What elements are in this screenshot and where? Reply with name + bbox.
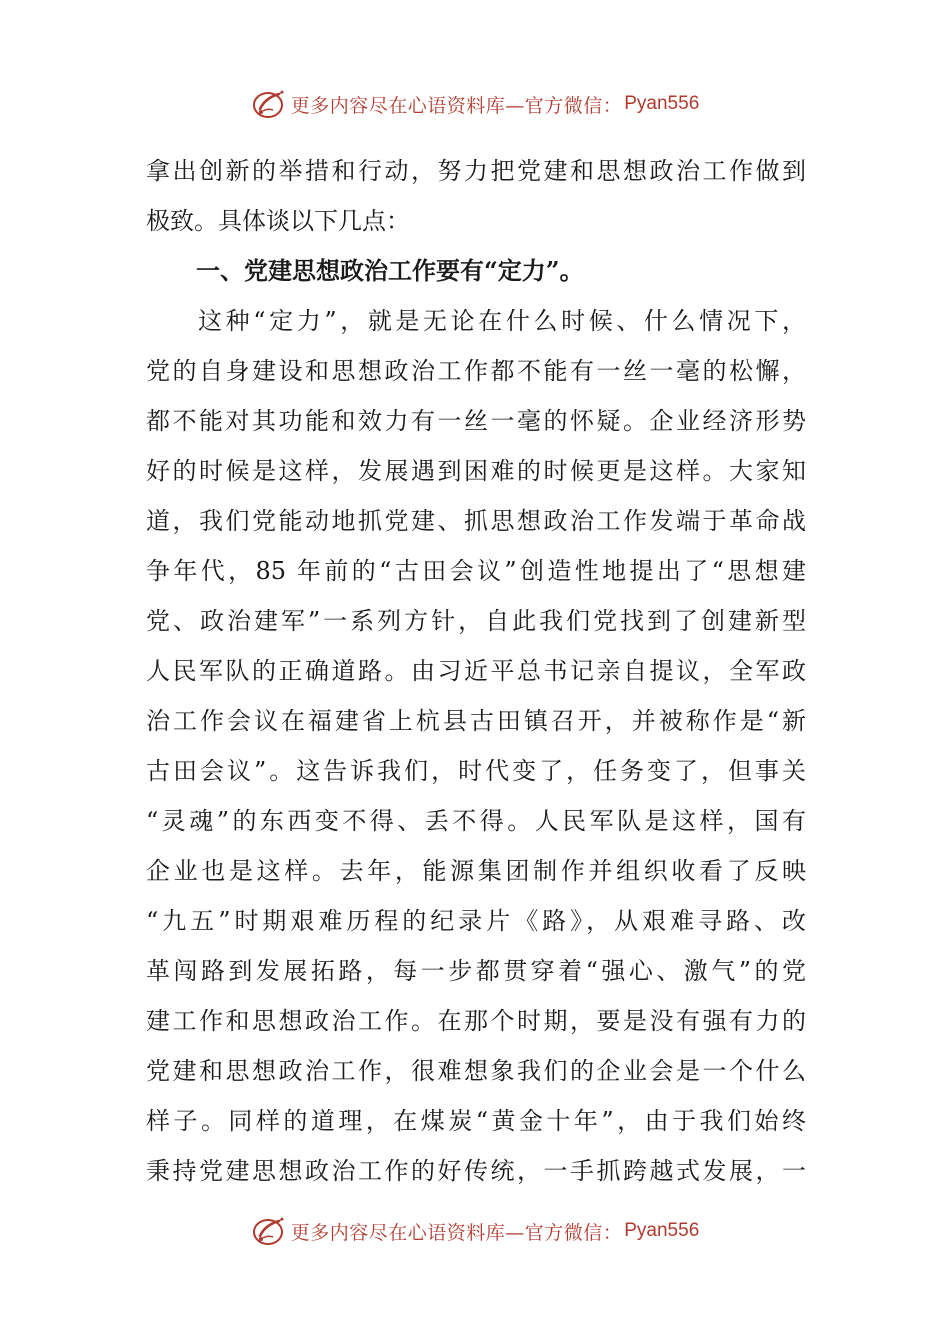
text-line: 极致。具体谈以下几点： bbox=[146, 207, 410, 235]
text-line: 样子。同样的道理，在煤炭“黄金十年”，由于我们始终 bbox=[146, 1107, 806, 1135]
text-line: 道，我们党能动地抓党建、抓思想政治工作发端于革命战 bbox=[146, 507, 806, 535]
text-line: 古田会议”。这告诉我们，时代变了，任务变了，但事关 bbox=[146, 757, 806, 785]
banner-text: 更多内容尽在心语资料库—官方微信： bbox=[290, 1221, 623, 1244]
text-line: 人民军队的正确道路。由习近平总书记亲自提议，全军政 bbox=[146, 657, 806, 685]
document-body bbox=[146, 146, 806, 1196]
text-line: 争年代，85 年前的“古田会议”创造性地提出了“思想建 bbox=[146, 557, 806, 585]
text-line: 革闯路到发展拓路，每一步都贯穿着“强心、激气”的党 bbox=[146, 957, 806, 985]
text-line: “九五”时期艰难历程的纪录片《路》，从艰难寻路、改 bbox=[146, 907, 806, 935]
text-line: 党建和思想政治工作，很难想象我们的企业会是一个什么 bbox=[146, 1057, 806, 1085]
text-line: “灵魂”的东西变不得、丢不得。人民军队是这样，国有 bbox=[146, 807, 806, 835]
text-line: 治工作会议在福建省上杭县古田镇召开，并被称作是“新 bbox=[146, 707, 806, 735]
header-banner bbox=[0, 84, 950, 124]
text-line: 党、政治建军”一系列方针，自此我们党找到了创建新型 bbox=[146, 607, 806, 635]
text-line: 建工作和思想政治工作。在那个时期，要是没有强有力的 bbox=[146, 1007, 806, 1035]
banner-text: 更多内容尽在心语资料库—官方微信： bbox=[290, 94, 623, 117]
text-line: 党的自身建设和思想政治工作都不能有一丝一毫的松懈， bbox=[146, 357, 806, 385]
text-line: 好的时候是这样，发展遇到困难的时候更是这样。大家知 bbox=[146, 457, 806, 485]
pen-logo-icon bbox=[251, 1213, 287, 1249]
pen-logo-icon bbox=[251, 86, 287, 122]
text-line: 企业也是这样。去年，能源集团制作并组织收看了反映 bbox=[146, 857, 806, 885]
footer-banner bbox=[0, 1211, 950, 1251]
banner-account: Pyan556 bbox=[624, 1220, 700, 1241]
banner-account: Pyan556 bbox=[624, 93, 700, 114]
text-line: 这种“定力”，就是无论在什么时候、什么情况下， bbox=[198, 307, 806, 335]
text-line: 秉持党建思想政治工作的好传统，一手抓跨越式发展，一 bbox=[146, 1157, 806, 1185]
text-line: 拿出创新的举措和行动，努力把党建和思想政治工作做到 bbox=[146, 157, 806, 185]
text-line: 都不能对其功能和效力有一丝一毫的怀疑。企业经济形势 bbox=[146, 407, 806, 435]
section-heading: 一、党建思想政治工作要有“定力”。 bbox=[196, 256, 584, 285]
